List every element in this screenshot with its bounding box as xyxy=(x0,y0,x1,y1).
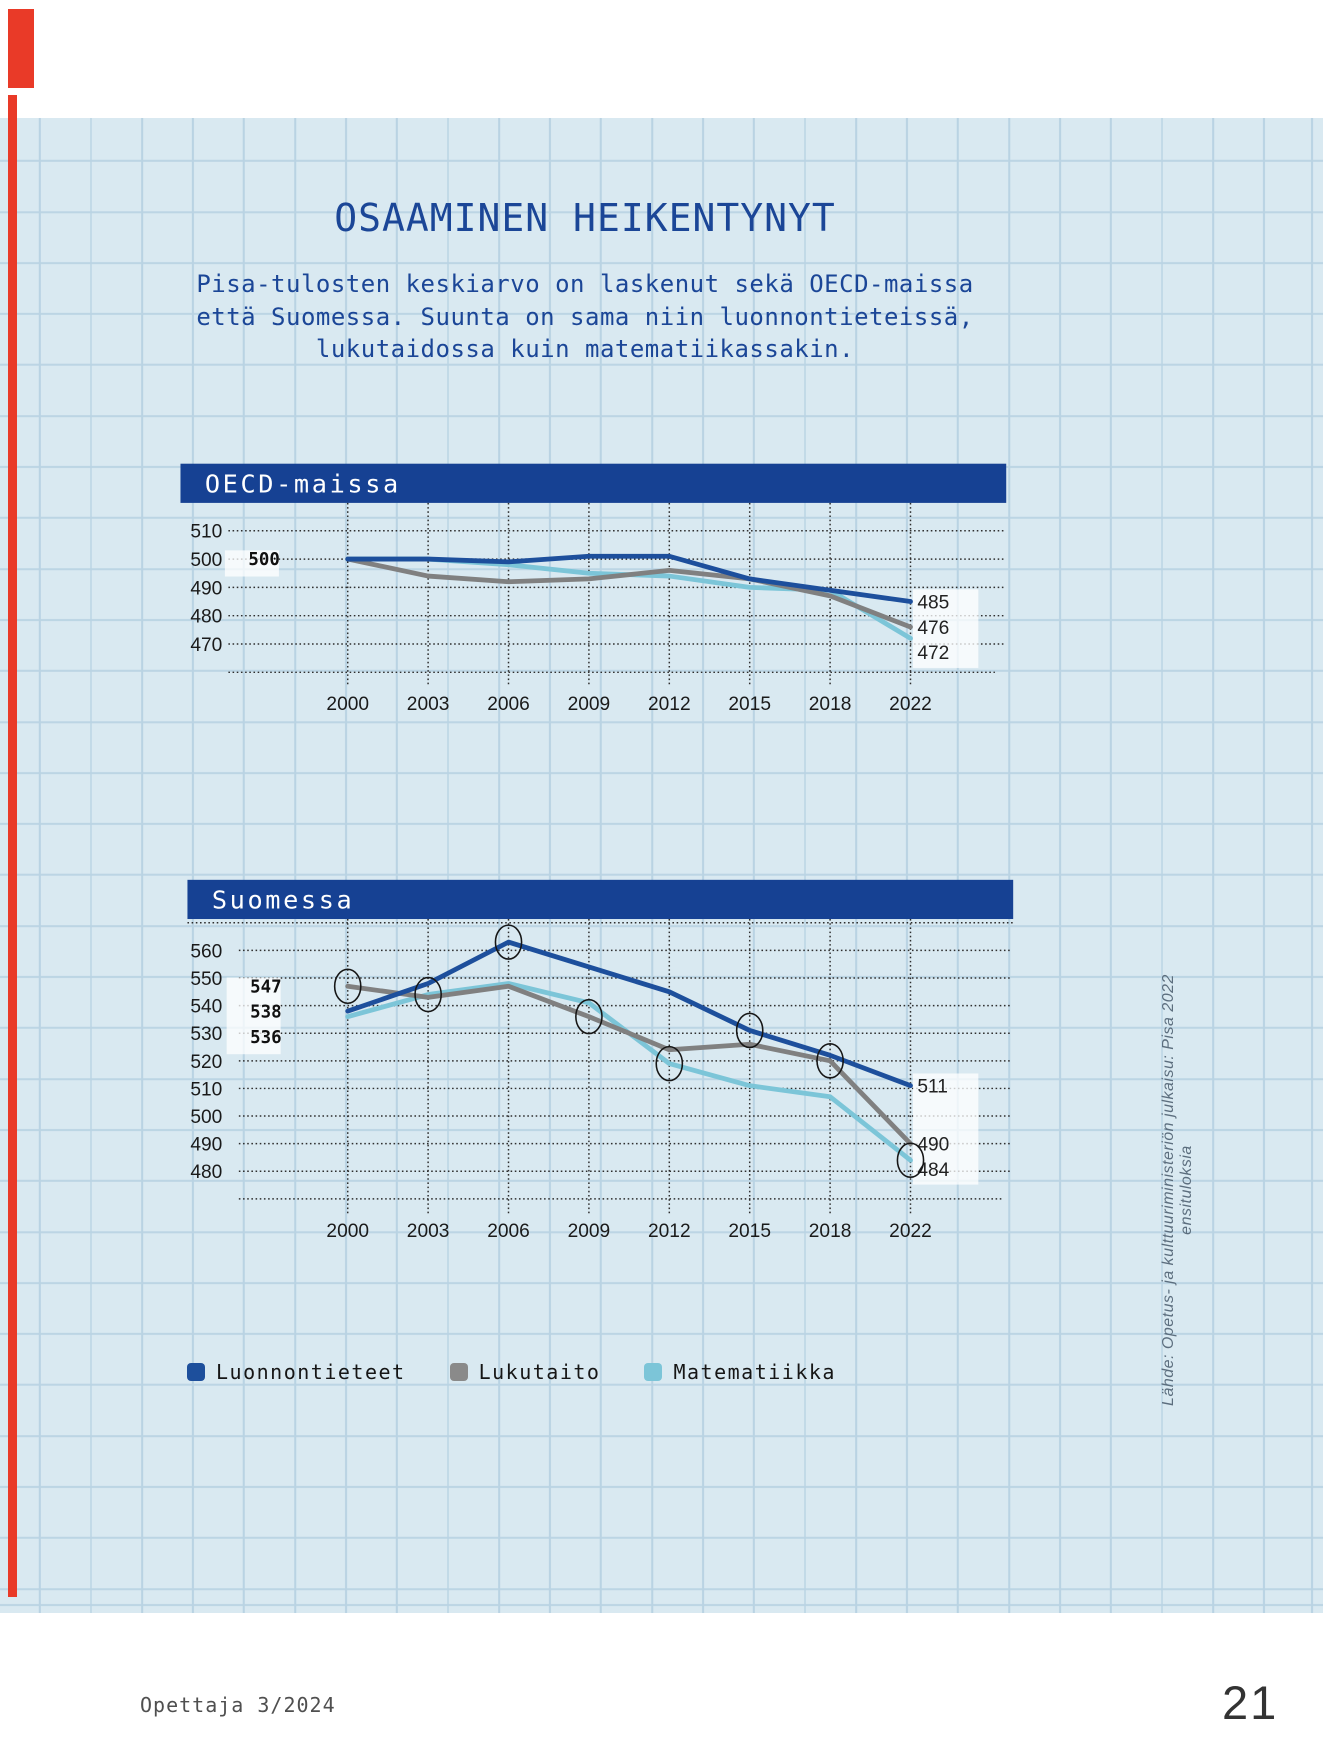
y-tick-label: 510 xyxy=(190,521,223,543)
subtitle-line: että Suomessa. Suunta on sama niin luonnontieteissä, xyxy=(196,302,974,331)
y-tick-label: 490 xyxy=(190,578,223,600)
x-tick-label: 2012 xyxy=(647,1220,691,1242)
y-tick-label: 500 xyxy=(190,550,223,572)
y-tick-label: 470 xyxy=(190,634,223,656)
series-start-label: 538 xyxy=(250,1002,282,1023)
series-start-label: 536 xyxy=(250,1027,282,1048)
page-subtitle xyxy=(160,268,1010,366)
series-end-label: 511 xyxy=(917,1076,948,1098)
y-tick-label: 510 xyxy=(190,1079,223,1101)
series-line-lukutaito xyxy=(348,559,911,627)
y-tick-label: 520 xyxy=(190,1051,223,1073)
x-tick-label: 2003 xyxy=(406,694,450,716)
subtitle-line: lukutaidossa kuin matematiikassakin. xyxy=(315,335,855,364)
y-tick-label: 540 xyxy=(190,996,223,1018)
y-tick-label: 480 xyxy=(190,606,223,628)
legend-swatch-icon xyxy=(187,1363,205,1381)
y-tick-label: 530 xyxy=(190,1024,223,1046)
suomi-chart xyxy=(150,845,1163,1277)
footer-magazine-issue: Opettaja 3/2024 xyxy=(140,1693,336,1717)
y-tick-label: 550 xyxy=(190,968,223,990)
series-start-label: 500 xyxy=(248,550,280,571)
x-tick-label: 2015 xyxy=(728,1220,772,1242)
y-tick-label: 500 xyxy=(190,1107,223,1129)
series-end-label: 472 xyxy=(917,643,950,665)
subtitle-line: Pisa-tulosten keskiarvo on laskenut sekä OECD-maissa xyxy=(196,270,974,298)
x-tick-label: 2012 xyxy=(647,694,691,716)
x-tick-label: 2018 xyxy=(808,1220,852,1242)
series-end-label: 485 xyxy=(917,592,950,614)
series-line-matematiikka xyxy=(348,559,911,638)
legend-label: Matematiikka xyxy=(673,1360,836,1384)
chart-legend xyxy=(187,1360,880,1384)
x-tick-label: 2009 xyxy=(567,694,611,716)
x-tick-label: 2000 xyxy=(326,1220,370,1242)
x-tick-label: 2000 xyxy=(326,694,370,716)
chart-header-title: OECD-maissa xyxy=(204,469,401,499)
x-tick-label: 2022 xyxy=(889,694,932,716)
oecd-chart xyxy=(150,436,1163,744)
red-edge-line xyxy=(8,95,17,1597)
series-end-label: 484 xyxy=(917,1159,950,1181)
page-number: 21 xyxy=(1222,1676,1279,1729)
red-print-mark xyxy=(8,9,34,88)
page-title: OSAAMINEN HEIKENTYNYT xyxy=(334,196,836,240)
y-tick-label: 490 xyxy=(190,1134,223,1156)
series-line-luonnontieteet xyxy=(348,942,911,1086)
y-tick-label: 480 xyxy=(190,1162,223,1184)
series-end-label: 490 xyxy=(917,1134,950,1156)
y-tick-label: 560 xyxy=(190,941,223,963)
series-line-lukutaito xyxy=(348,986,911,1143)
series-start-label: 547 xyxy=(250,977,282,998)
legend-swatch-icon xyxy=(450,1363,468,1381)
legend-item-matematiikka xyxy=(644,1360,836,1384)
series-end-label: 476 xyxy=(917,617,950,639)
x-tick-label: 2018 xyxy=(808,694,852,716)
chart-header-title: Suomessa xyxy=(211,885,355,915)
x-tick-label: 2006 xyxy=(487,1220,530,1242)
x-tick-label: 2015 xyxy=(728,694,772,716)
x-tick-label: 2003 xyxy=(406,1220,450,1242)
x-tick-label: 2022 xyxy=(889,1220,932,1242)
x-tick-label: 2006 xyxy=(487,694,530,716)
legend-item-luonnontieteet xyxy=(187,1360,406,1384)
legend-label: Luonnontieteet xyxy=(216,1360,406,1384)
legend-item-lukutaito xyxy=(450,1360,601,1384)
source-note: Lähde: Opetus- ja kulttuuriministeriön julkaisu: Pisa 2022 ensituloksia xyxy=(1160,974,1195,1406)
legend-label: Lukutaito xyxy=(478,1360,601,1384)
x-tick-label: 2009 xyxy=(567,1220,611,1242)
legend-swatch-icon xyxy=(644,1363,662,1381)
